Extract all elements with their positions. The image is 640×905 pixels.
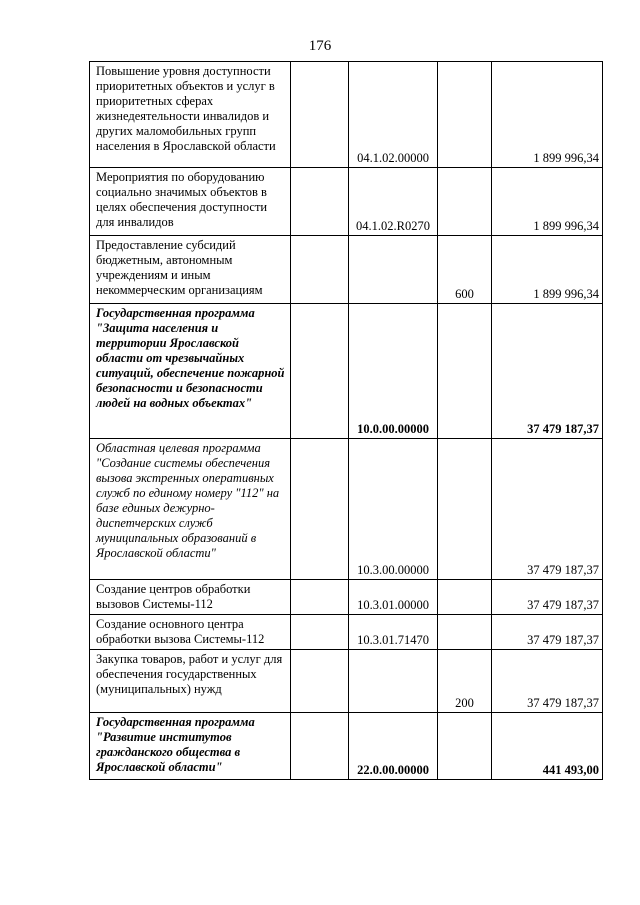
row-code: 10.3.01.00000 xyxy=(349,580,438,615)
row-code: 10.0.00.00000 xyxy=(349,304,438,439)
row-name: Предоставление субсидий бюджетным, автономным учреждениям и иным некоммерческим организациям xyxy=(90,236,291,304)
table-row xyxy=(90,236,603,304)
row-name: Государственная программа "Развитие институтов гражданского общества в Ярославской области" xyxy=(90,713,291,780)
row-type: 600 xyxy=(438,236,492,304)
row-name: Создание основного центра обработки вызова Системы-112 xyxy=(90,615,291,650)
row-sum: 37 479 187,37 xyxy=(492,304,603,439)
row-type xyxy=(438,168,492,236)
empty-cell xyxy=(291,168,349,236)
row-code: 10.3.00.00000 xyxy=(349,439,438,580)
empty-cell xyxy=(291,439,349,580)
empty-cell xyxy=(291,580,349,615)
table-row xyxy=(90,168,603,236)
row-type xyxy=(438,615,492,650)
row-code: 04.1.02.R0270 xyxy=(349,168,438,236)
row-type xyxy=(438,62,492,168)
row-name: Повышение уровня доступности приоритетных объектов и услуг в приоритетных сферах жизнедеятельности инвалидов и других маломобильных групп населения в Ярославской области xyxy=(90,62,291,168)
empty-cell xyxy=(291,236,349,304)
empty-cell xyxy=(291,713,349,780)
row-name: Областная целевая программа "Создание системы обеспечения вызова экстренных оперативных служб по единому номеру "112" на базе единых дежурно-диспетчерских служб муниципальных образований в Ярославской области" xyxy=(90,439,291,580)
row-type: 200 xyxy=(438,650,492,713)
row-sum: 37 479 187,37 xyxy=(492,650,603,713)
row-sum: 37 479 187,37 xyxy=(492,439,603,580)
table-row xyxy=(90,615,603,650)
row-name: Мероприятия по оборудованию социально значимых объектов в целях обеспечения доступности для инвалидов xyxy=(90,168,291,236)
table-row xyxy=(90,580,603,615)
row-sum: 1 899 996,34 xyxy=(492,236,603,304)
row-code xyxy=(349,236,438,304)
row-code: 22.0.00.00000 xyxy=(349,713,438,780)
empty-cell xyxy=(291,650,349,713)
empty-cell xyxy=(291,62,349,168)
row-sum: 37 479 187,37 xyxy=(492,615,603,650)
page-number: 176 xyxy=(308,38,332,54)
row-sum: 441 493,00 xyxy=(492,713,603,780)
row-type xyxy=(438,304,492,439)
row-sum: 37 479 187,37 xyxy=(492,580,603,615)
table-row xyxy=(90,713,603,780)
empty-cell xyxy=(291,615,349,650)
row-code xyxy=(349,650,438,713)
row-sum: 1 899 996,34 xyxy=(492,168,603,236)
budget-table xyxy=(89,61,603,780)
row-sum: 1 899 996,34 xyxy=(492,62,603,168)
row-code: 10.3.01.71470 xyxy=(349,615,438,650)
row-type xyxy=(438,580,492,615)
table-row xyxy=(90,304,603,439)
empty-cell xyxy=(291,304,349,439)
row-name: Государственная программа "Защита населения и территории Ярославской области от чрезвычайных ситуаций, обеспечение пожарной безопасности и безопасности людей на водных объектах" xyxy=(90,304,291,439)
table-row xyxy=(90,62,603,168)
row-name: Создание центров обработки вызовов Системы-112 xyxy=(90,580,291,615)
table-row xyxy=(90,439,603,580)
table-row xyxy=(90,650,603,713)
row-name: Закупка товаров, работ и услуг для обеспечения государственных (муниципальных) нужд xyxy=(90,650,291,713)
row-type xyxy=(438,713,492,780)
row-code: 04.1.02.00000 xyxy=(349,62,438,168)
row-type xyxy=(438,439,492,580)
